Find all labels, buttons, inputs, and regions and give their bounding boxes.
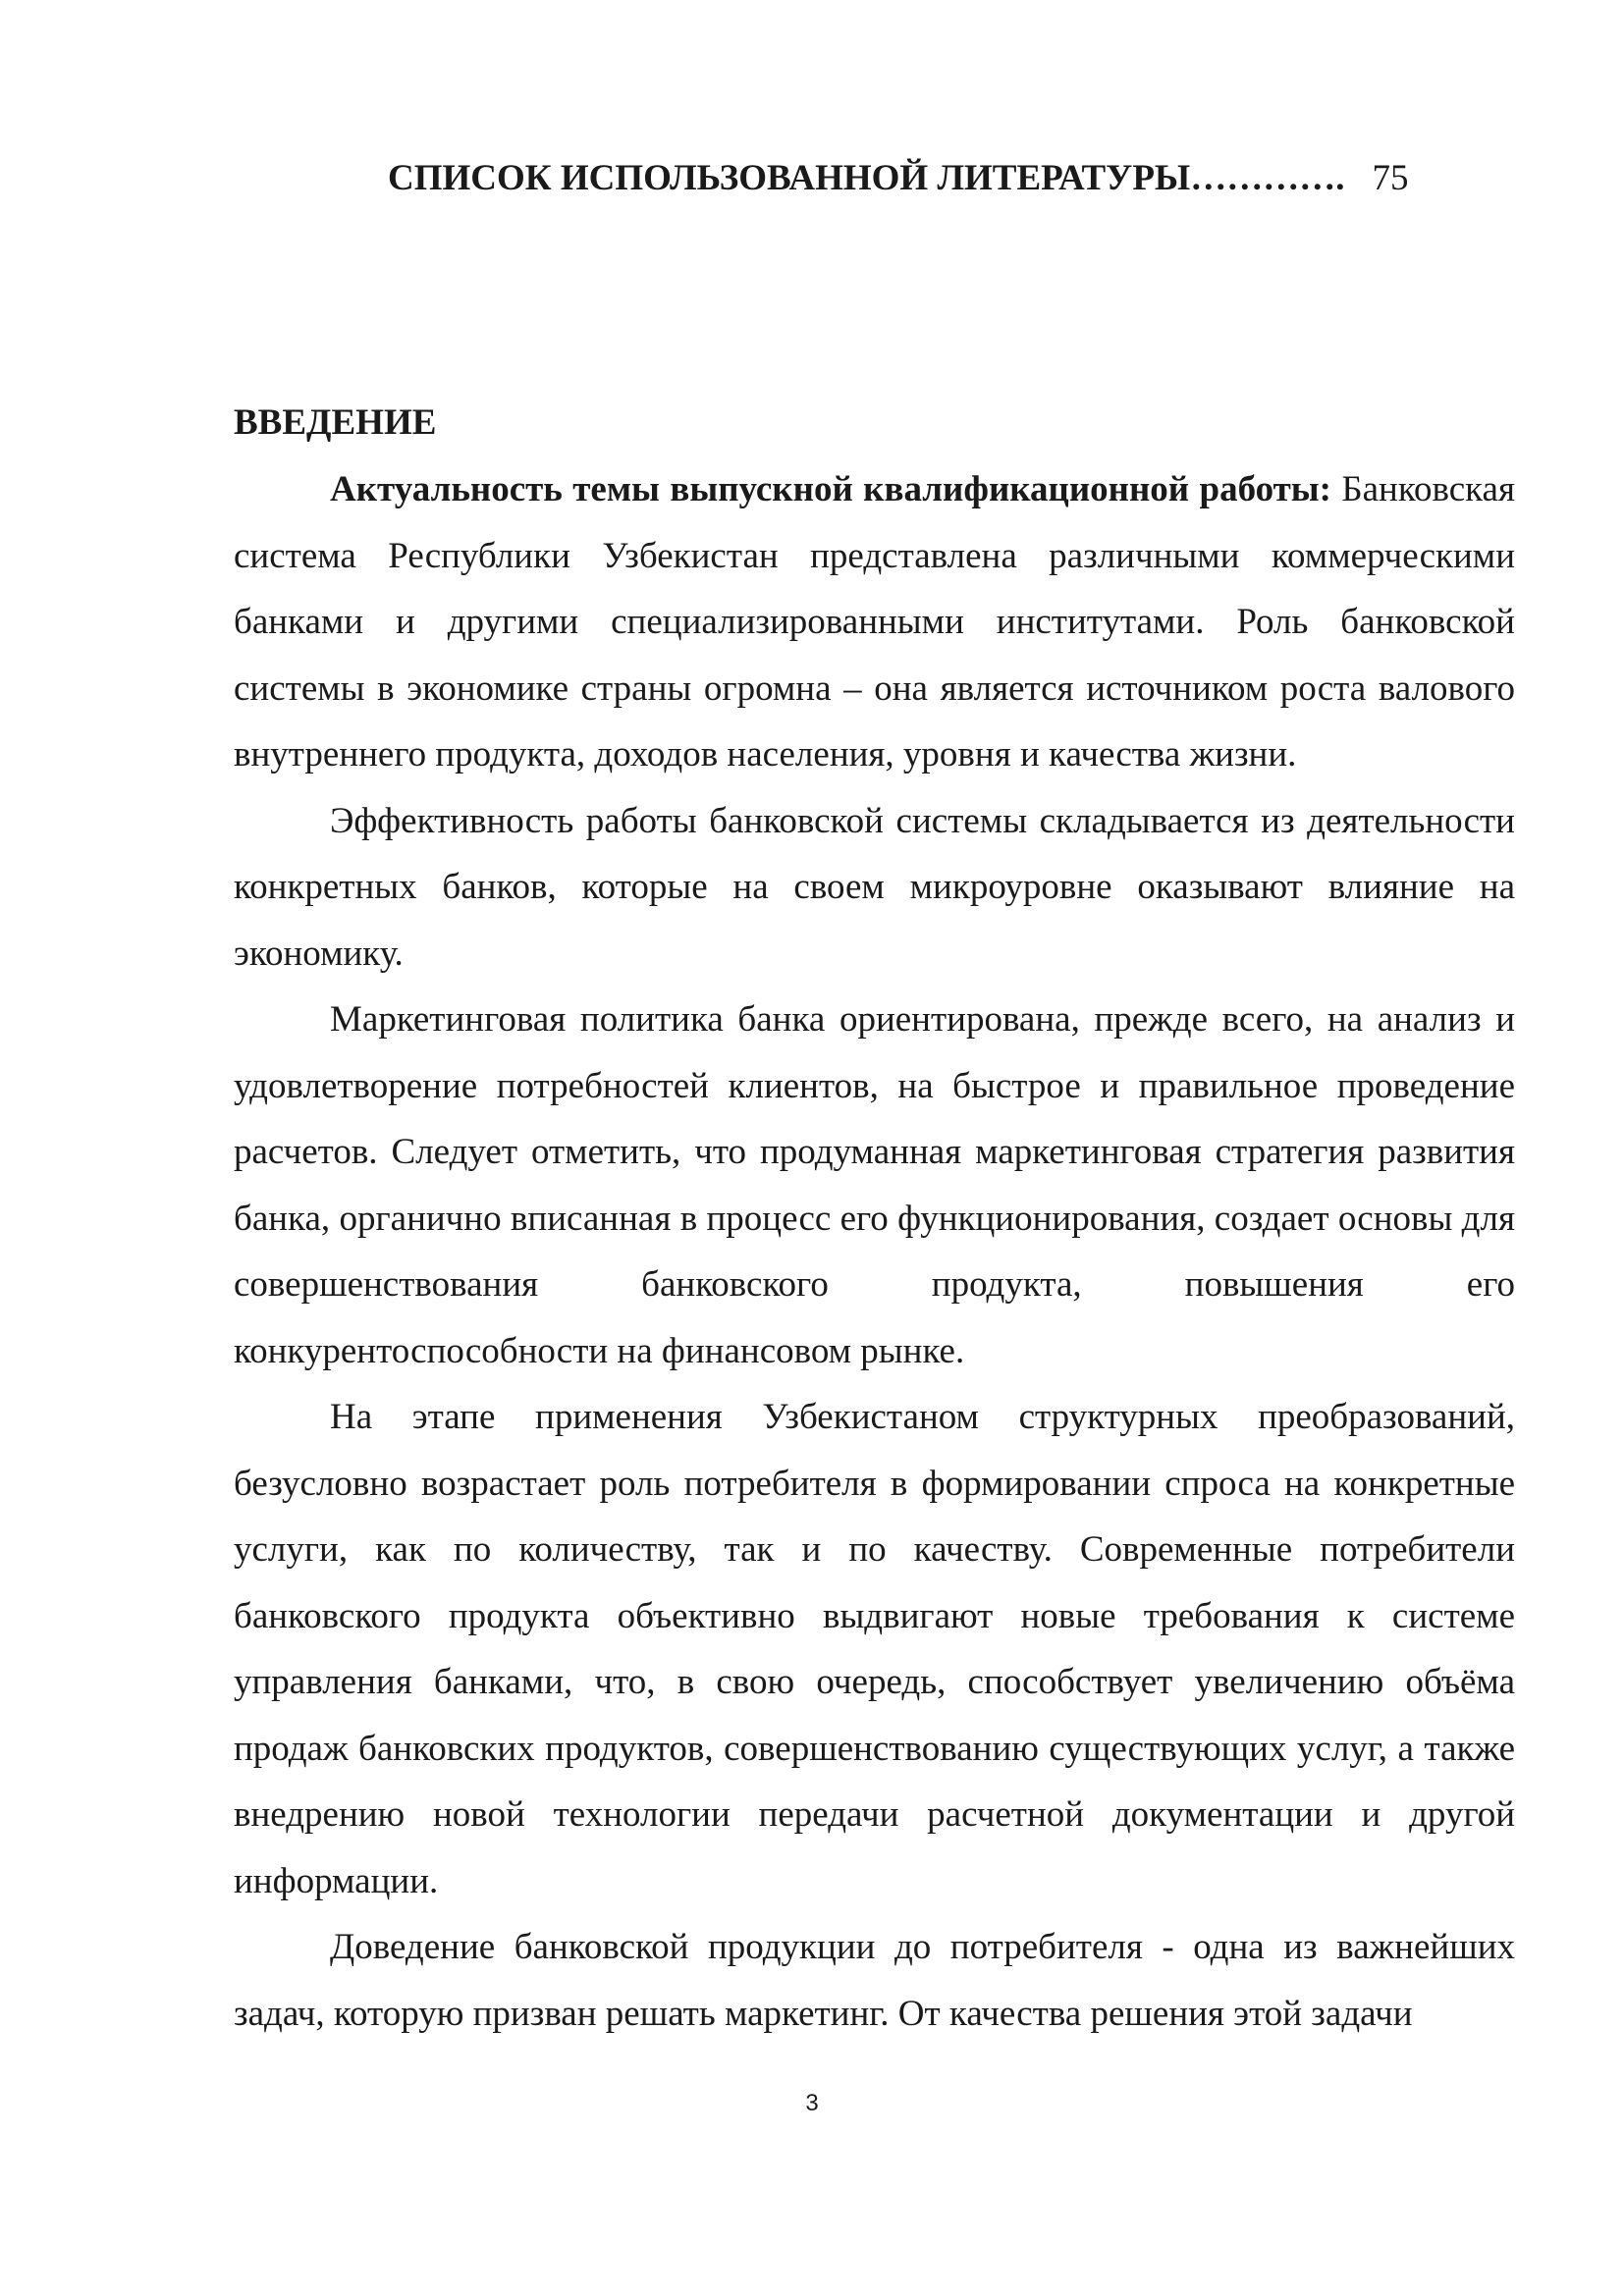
paragraph-lead: Актуальность темы выпускной квалификационной работы:: [330, 469, 1331, 509]
body-text: [234, 456, 1515, 2047]
paragraph: Доведение банковской продукции до потребителя - одна из важнейших задач, которую призван решать маркетинг. От качества решения этой задачи: [234, 1927, 1515, 2034]
paragraph: [234, 456, 1515, 788]
toc-entry: [388, 152, 1507, 205]
page-number: 3: [805, 2090, 819, 2116]
paragraph: Эффективность работы банковской системы складывается из деятельности конкретных банков, которые на своем микроуровне оказывают влияние на экономику.: [234, 800, 1515, 974]
toc-title: СПИСОК ИСПОЛЬЗОВАННОЙ ЛИТЕРАТУРЫ: [388, 158, 1191, 198]
paragraph: Маркетинговая политика банка ориентирована, прежде всего, на анализ и удовлетворение потребностей клиентов, на быстрое и правильное проведение расчетов. Следует отметить, что продуманная маркетинговая стратегия развития банка, органично вписанная в процесс его функционирования, создает основы для совершенствования банковского продукта, повышения его конкурентоспособности на финансовом рынке.: [234, 999, 1515, 1371]
toc-page-number: 75: [1372, 158, 1409, 198]
paragraph-text: Банковская система Республики Узбекистан представлена различными коммерческими банками и другими специализированными институтами. Роль банковской системы в экономике страны огромна – она является источником роста валового внутреннего продукта, доходов населения, уровня и качества жизни.: [234, 469, 1515, 774]
section-heading: ВВЕДЕНИЕ: [234, 402, 437, 443]
paragraph: На этапе применения Узбекистаном структурных преобразований, безусловно возрастает роль потребителя в формировании спроса на конкретные услуги, как по количеству, так и по качеству. Современные потребители банковского продукта объективно выдвигают новые требования к системе управления банками, что, в свою очередь, способствует увеличению объёма продаж банковских продуктов, совершенствованию существующих услуг, а также внедрению новой технологии передачи расчетной документации и другой информации.: [234, 1397, 1515, 1901]
toc-leader-dots: ………….: [1190, 158, 1345, 198]
